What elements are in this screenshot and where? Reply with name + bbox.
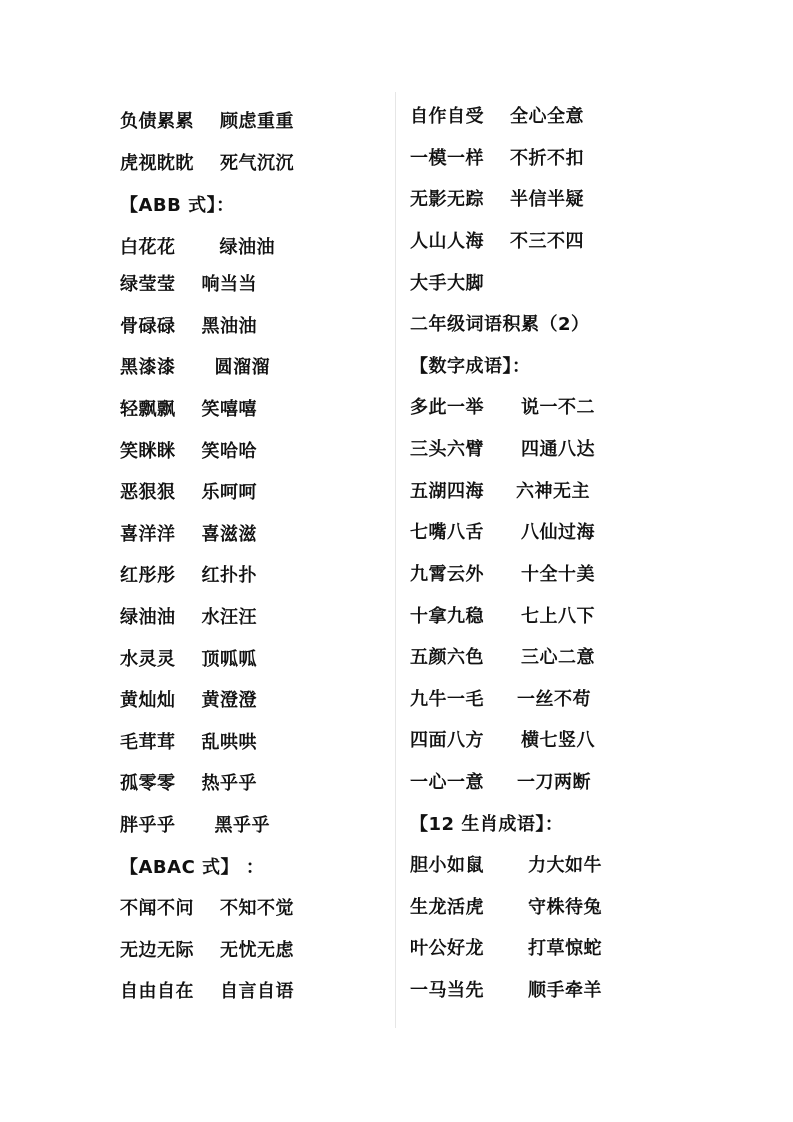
word: 恶狠狠: [120, 482, 176, 503]
word-line: [120, 523, 257, 547]
word: 黑乎乎: [214, 815, 270, 836]
word: 水汪汪: [201, 607, 257, 628]
word: 喜滋滋: [201, 524, 257, 545]
word: 叶公好龙: [410, 938, 484, 959]
word: 七嘴八舌: [410, 522, 484, 543]
word-line: [120, 731, 257, 755]
word: 七上八下: [521, 606, 595, 627]
section-title: [410, 313, 590, 337]
word: 乱哄哄: [201, 732, 257, 753]
word-line: [410, 272, 484, 296]
word-line: [410, 230, 584, 254]
word-line: [120, 648, 257, 672]
word: 孤零零: [120, 773, 176, 794]
word: 虎视眈眈: [120, 153, 194, 174]
word-line: [120, 980, 294, 1004]
word: 绿油油: [120, 607, 176, 628]
word: 四通八达: [521, 439, 595, 460]
word: 顶呱呱: [201, 649, 257, 670]
heading-text: 【ABB 式】：: [120, 195, 235, 216]
word: 人山人海: [410, 231, 484, 252]
word: 六神无主: [516, 481, 590, 502]
word-line: [120, 273, 257, 297]
word: 不闻不问: [120, 898, 194, 919]
word: 无忧无虑: [220, 940, 294, 961]
word: 三头六臂: [410, 439, 484, 460]
word: 热乎乎: [201, 773, 257, 794]
word: 八仙过海: [521, 522, 595, 543]
column-divider: [395, 92, 396, 1028]
word: 一刀两断: [517, 772, 591, 793]
title-text: 二年级词语积累（2）: [410, 314, 590, 335]
section-heading: [120, 194, 235, 218]
word: 毛茸茸: [120, 732, 176, 753]
word-line: [120, 564, 257, 588]
word: 全心全意: [510, 106, 584, 127]
word: 红彤彤: [120, 565, 176, 586]
section-heading: [410, 813, 563, 837]
word: 不折不扣: [510, 148, 584, 169]
word: 五湖四海: [410, 481, 484, 502]
word: 不三不四: [510, 231, 584, 252]
word-line: [410, 147, 584, 171]
word-line: [120, 152, 294, 176]
word: 响当当: [201, 274, 257, 295]
word-line: [410, 688, 591, 712]
word: 自作自受: [410, 106, 484, 127]
word: 一马当先: [410, 980, 484, 1001]
word-line: [410, 771, 591, 795]
word-line: [410, 105, 584, 129]
word-line: [120, 481, 257, 505]
word-line: [120, 606, 257, 630]
word: 胖乎乎: [120, 815, 176, 836]
word: 死气沉沉: [220, 153, 294, 174]
word: 不知不觉: [220, 898, 294, 919]
word-line: [120, 939, 294, 963]
word: 打草惊蛇: [528, 938, 602, 959]
word: 黄澄澄: [201, 690, 257, 711]
word: 生龙活虎: [410, 897, 484, 918]
word: 圆溜溜: [214, 357, 270, 378]
word: 骨碌碌: [120, 316, 176, 337]
word: 无边无际: [120, 940, 194, 961]
word: 乐呵呵: [201, 482, 257, 503]
word: 三心二意: [521, 647, 595, 668]
word: 顾虑重重: [220, 111, 294, 132]
word-line: [410, 438, 595, 462]
word: 无影无踪: [410, 189, 484, 210]
word-line: [410, 937, 602, 961]
word: 九牛一毛: [410, 689, 484, 710]
word: 十拿九稳: [410, 606, 484, 627]
word: 自由自在: [120, 981, 194, 1002]
word: 十全十美: [521, 564, 595, 585]
word-line: [410, 646, 595, 670]
word: 大手大脚: [410, 273, 484, 294]
word-line: [120, 689, 257, 713]
word-line: [410, 979, 602, 1003]
word: 黑漆漆: [120, 357, 176, 378]
word-line: [410, 854, 602, 878]
word: 顺手牵羊: [528, 980, 602, 1001]
word-line: [120, 236, 275, 260]
word: 自言自语: [220, 981, 294, 1002]
word: 力大如牛: [528, 855, 602, 876]
word-line: [120, 897, 294, 921]
word: 黄灿灿: [120, 690, 176, 711]
word: 轻飘飘: [120, 399, 176, 420]
word-line: [120, 814, 270, 838]
word: 横七竖八: [521, 730, 595, 751]
word: 一心一意: [410, 772, 484, 793]
word-line: [410, 563, 595, 587]
word: 胆小如鼠: [410, 855, 484, 876]
word: 五颜六色: [410, 647, 484, 668]
word-line: [120, 356, 270, 380]
word: 四面八方: [410, 730, 484, 751]
word: 说一不二: [521, 397, 595, 418]
word: 绿莹莹: [120, 274, 176, 295]
word: 白花花: [120, 237, 176, 258]
word: 半信半疑: [510, 189, 584, 210]
word-line: [120, 110, 294, 134]
word: 黑油油: [201, 316, 257, 337]
word: 绿油油: [219, 237, 275, 258]
word: 一模一样: [410, 148, 484, 169]
word: 笑哈哈: [201, 441, 257, 462]
word: 多此一举: [410, 397, 484, 418]
word: 水灵灵: [120, 649, 176, 670]
word-line: [410, 480, 590, 504]
word-line: [410, 729, 595, 753]
word: 一丝不苟: [517, 689, 591, 710]
word-line: [120, 772, 257, 796]
word-line: [120, 440, 257, 464]
word-line: [410, 396, 595, 420]
word-line: [410, 521, 595, 545]
word-line: [120, 398, 257, 422]
word: 守株待兔: [528, 897, 602, 918]
section-heading: [120, 856, 264, 880]
word-line: [410, 605, 595, 629]
word: 笑嘻嘻: [201, 399, 257, 420]
word-line: [120, 315, 257, 339]
word: 九霄云外: [410, 564, 484, 585]
section-heading: [410, 355, 531, 379]
word-line: [410, 188, 584, 212]
heading-text: 【数字成语】：: [410, 356, 531, 377]
word: 喜洋洋: [120, 524, 176, 545]
word-line: [410, 896, 602, 920]
heading-text: 【ABAC 式】 ：: [120, 857, 265, 878]
word: 负债累累: [120, 111, 194, 132]
heading-text: 【12 生肖成语】：: [410, 814, 564, 835]
word: 笑眯眯: [120, 441, 176, 462]
word: 红扑扑: [201, 565, 257, 586]
